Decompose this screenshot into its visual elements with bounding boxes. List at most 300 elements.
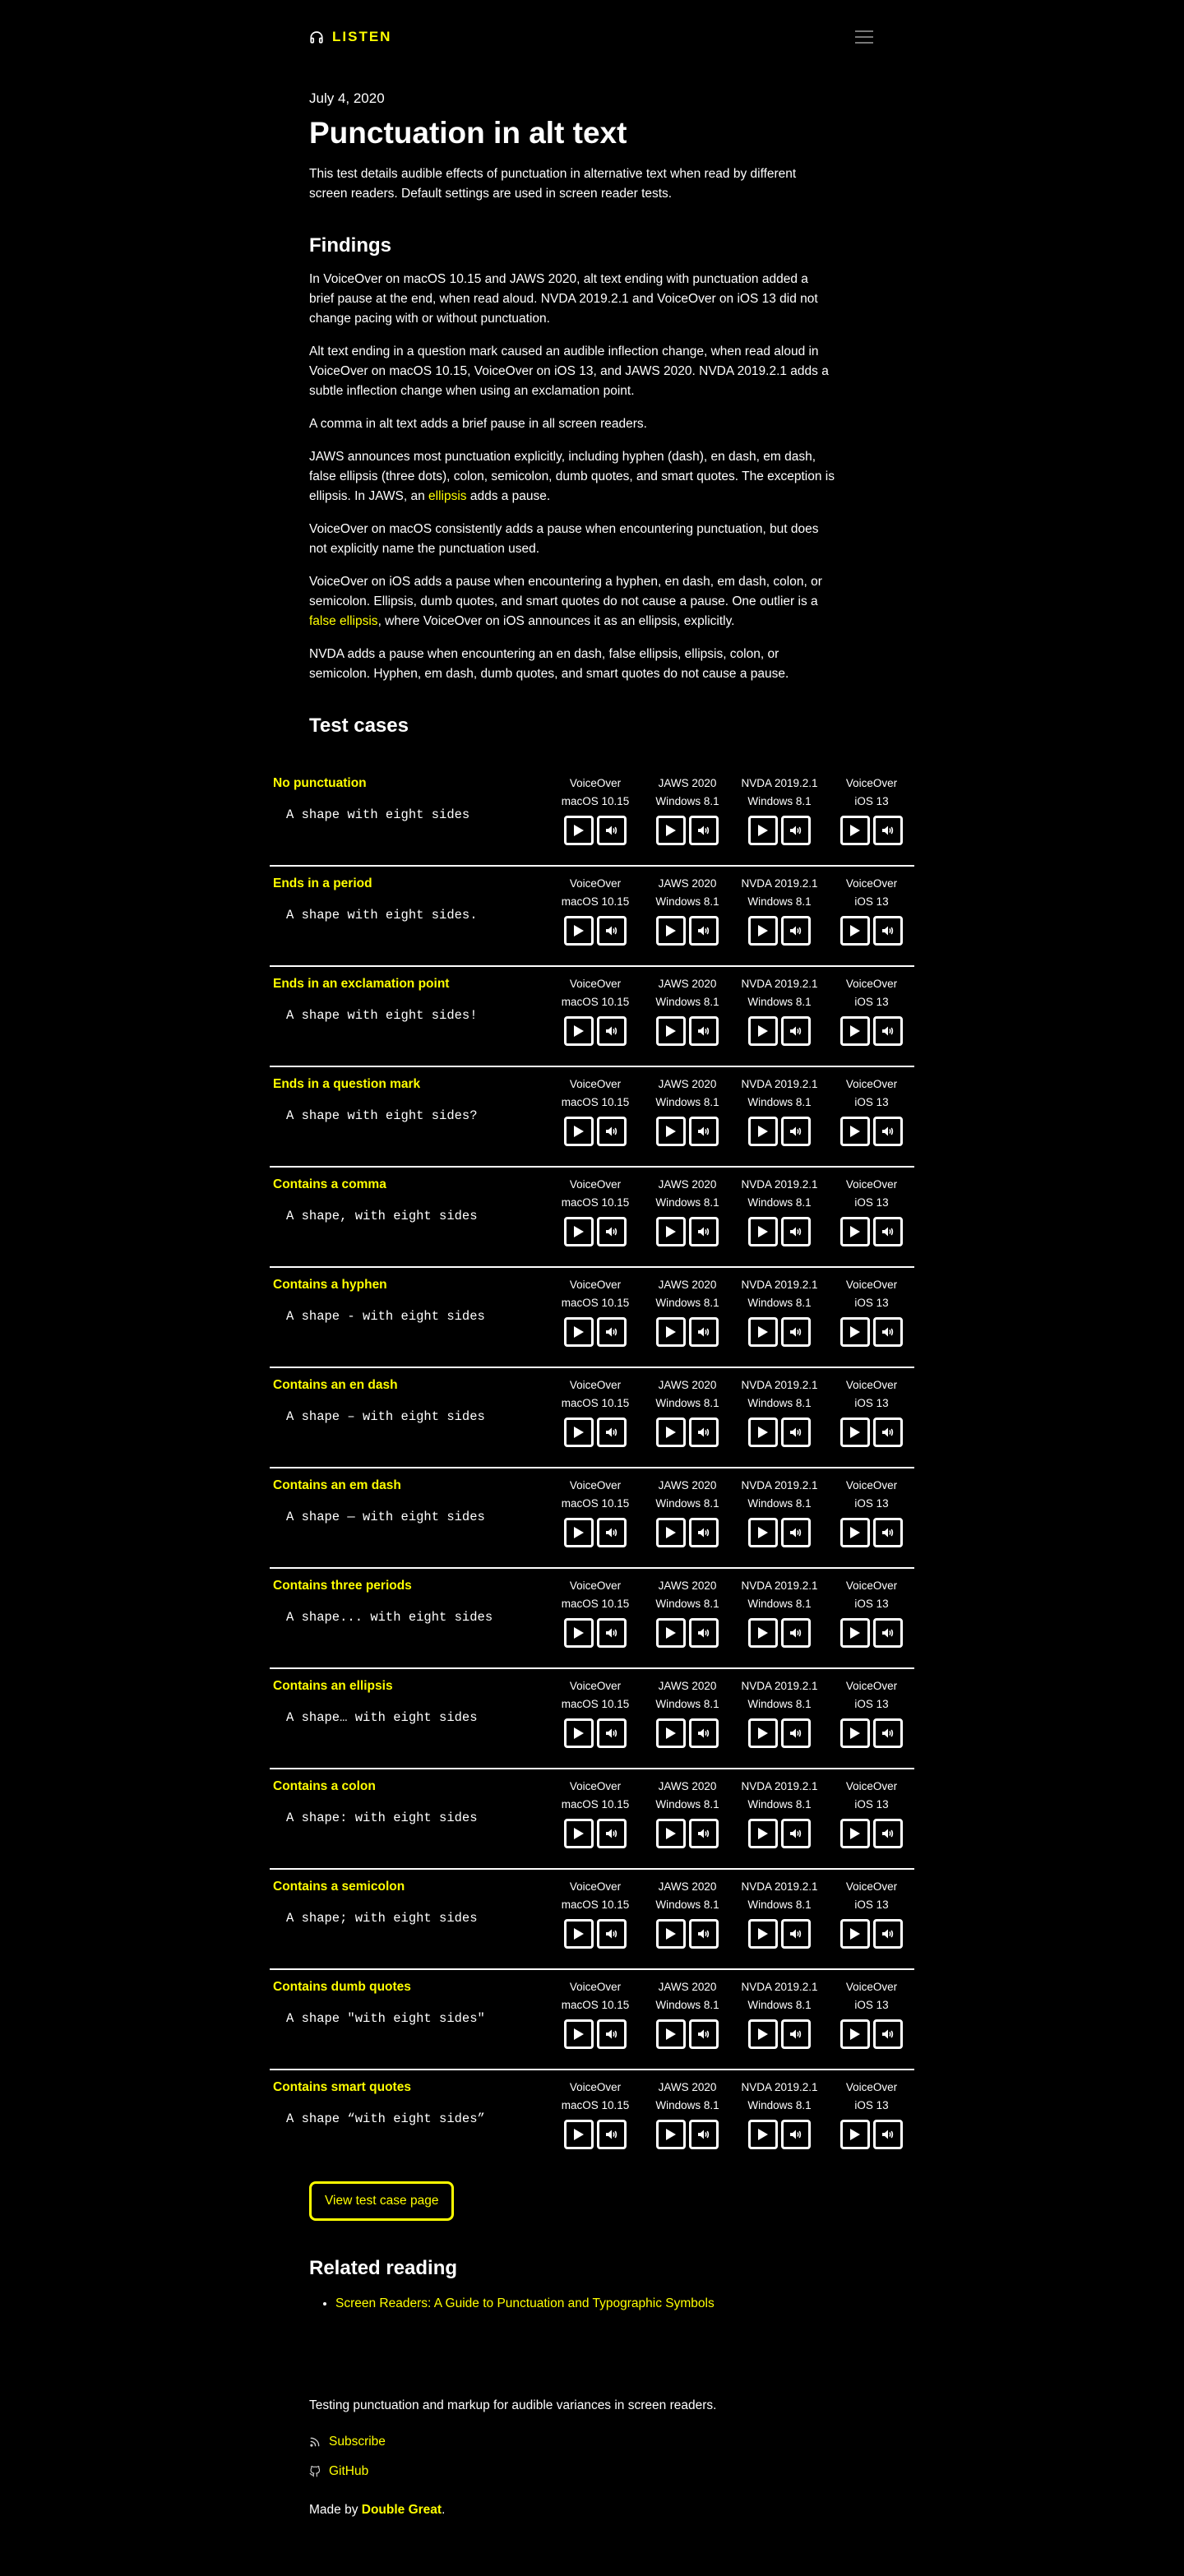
reader-name: VoiceOver [845,978,898,990]
play-button[interactable] [840,1016,870,1046]
play-icon [757,924,769,937]
play-button[interactable] [748,1117,778,1146]
speaker-icon [789,1126,802,1137]
audio-button[interactable] [873,1819,903,1848]
reader-os: iOS 13 [854,1297,889,1309]
reader-name: NVDA 2019.2.1 [741,1178,818,1191]
reader-os: Windows 8.1 [655,1196,719,1209]
audio-button[interactable] [781,1016,811,1046]
play-button[interactable] [840,1417,870,1447]
test-case-alt-text: A shape with eight sides? [286,1108,478,1123]
screen-reader-group [549,1075,918,1146]
speaker-icon [881,1025,895,1037]
play-button[interactable] [656,1317,686,1347]
audio-button[interactable] [873,1217,903,1246]
finding-paragraph [309,447,835,506]
audio-button[interactable] [781,1417,811,1447]
audio-button[interactable] [873,1016,903,1046]
speaker-icon [789,2129,802,2140]
audio-button[interactable] [689,916,719,946]
reader-name: JAWS 2020 [658,1680,717,1692]
speaker-icon [605,1928,618,1940]
speaker-icon [605,1025,618,1037]
reader-os: macOS 10.15 [561,1397,630,1409]
audio-controls [549,1919,641,1949]
play-button[interactable] [748,2120,778,2149]
audio-button[interactable] [689,1117,719,1146]
audio-controls [641,2019,733,2049]
speaker-icon [881,1928,895,1940]
audio-button[interactable] [689,1217,719,1246]
test-case-alt-text: A shape... with eight sides [286,1610,493,1625]
reader-os: macOS 10.15 [561,1598,630,1610]
screen-reader-column [549,1477,641,1547]
test-case-alt-text: A shape – with eight sides [286,1409,485,1424]
speaker-icon [605,1727,618,1739]
screen-reader-column [826,1778,918,1848]
test-case-row [270,1168,914,1268]
speaker-icon [789,1928,802,1940]
speaker-icon [697,1627,710,1639]
audio-button[interactable] [597,1016,627,1046]
reader-name: NVDA 2019.2.1 [741,2081,818,2093]
speaker-icon [789,1828,802,1839]
test-cases-heading: Test cases [309,715,409,737]
reader-os: macOS 10.15 [561,1798,630,1811]
test-case-alt-text: A shape; with eight sides [286,1911,478,1926]
audio-button[interactable] [781,1518,811,1547]
play-button[interactable] [748,1718,778,1748]
play-icon [849,1225,861,1238]
audio-button[interactable] [689,1016,719,1046]
play-button[interactable] [840,1217,870,1246]
speaker-icon [881,1126,895,1137]
play-button[interactable] [840,1919,870,1949]
audio-controls [641,916,733,946]
play-button[interactable] [748,1819,778,1848]
play-icon [849,1125,861,1138]
play-icon [757,1727,769,1740]
audio-controls [826,816,918,845]
play-button[interactable] [656,1417,686,1447]
play-button[interactable] [748,1518,778,1547]
screen-reader-group [549,875,918,946]
audio-button[interactable] [689,1919,719,1949]
audio-button[interactable] [689,1317,719,1347]
reader-name: NVDA 2019.2.1 [741,1479,818,1491]
audio-button[interactable] [689,1518,719,1547]
audio-button[interactable] [689,1718,719,1748]
play-icon [665,1626,677,1639]
screen-reader-group [549,1677,918,1748]
reader-os: iOS 13 [854,1698,889,1710]
play-button[interactable] [564,816,594,845]
play-icon [573,1325,585,1339]
play-button[interactable] [840,1117,870,1146]
test-case-row [270,867,914,967]
view-test-case-page-button[interactable]: View test case page [309,2181,454,2221]
audio-controls [733,816,826,845]
screen-reader-group [549,1276,918,1347]
audio-button[interactable] [689,1819,719,1848]
audio-controls [641,1417,733,1447]
play-button[interactable] [840,1317,870,1347]
made-by-suffix: . [442,2503,446,2517]
made-by [309,2503,835,2518]
play-icon [849,1024,861,1038]
related-link[interactable]: Screen Readers: A Guide to Punctuation and Typographic Symbols [335,2296,715,2310]
speaker-icon [697,1527,710,1538]
audio-button[interactable] [689,816,719,845]
play-button[interactable] [840,1718,870,1748]
play-icon [849,1727,861,1740]
reader-os: iOS 13 [854,1999,889,2011]
test-case-title: Contains an em dash [273,1478,401,1492]
play-button[interactable] [748,1317,778,1347]
audio-button[interactable] [873,1317,903,1347]
play-button[interactable] [656,2019,686,2049]
hamburger-menu-icon[interactable] [855,30,873,44]
reader-name: VoiceOver [569,1479,622,1491]
play-button[interactable] [840,1819,870,1848]
play-button[interactable] [656,1718,686,1748]
play-button[interactable] [748,1016,778,1046]
speaker-icon [881,925,895,937]
audio-button[interactable] [597,1518,627,1547]
reader-os: Windows 8.1 [655,1898,719,1911]
screen-reader-column [733,1878,826,1949]
speaker-icon [605,925,618,937]
audio-button[interactable] [781,2019,811,2049]
play-button[interactable] [564,1317,594,1347]
speaker-icon [697,1828,710,1839]
reader-os: iOS 13 [854,1497,889,1510]
audio-button[interactable] [873,1117,903,1146]
post-date: July 4, 2020 [309,90,385,106]
play-button[interactable] [564,1919,594,1949]
screen-reader-column [733,1978,826,2049]
audio-button[interactable] [873,1518,903,1547]
reader-name: JAWS 2020 [658,1379,717,1391]
screen-reader-column [733,2079,826,2149]
audio-controls [549,1117,641,1146]
screen-reader-column [826,1276,918,1347]
reader-name: VoiceOver [845,2081,898,2093]
play-button[interactable] [564,1217,594,1246]
play-button[interactable] [656,1217,686,1246]
subscribe-link[interactable]: Subscribe [329,2435,386,2449]
speaker-icon [789,1326,802,1338]
audio-button[interactable] [781,1919,811,1949]
play-icon [849,1927,861,1940]
speaker-icon [881,2028,895,2040]
reader-name: VoiceOver [845,877,898,890]
audio-button[interactable] [781,1217,811,1246]
audio-button[interactable] [781,1117,811,1146]
audio-controls [826,2019,918,2049]
reader-name: VoiceOver [569,1780,622,1792]
speaker-icon [789,2028,802,2040]
reader-os: Windows 8.1 [655,895,719,908]
audio-controls [733,1919,826,1949]
play-button[interactable] [564,1718,594,1748]
play-button[interactable] [840,1618,870,1648]
play-button[interactable] [564,1016,594,1046]
speaker-icon [789,1527,802,1538]
audio-button[interactable] [873,816,903,845]
reader-name: VoiceOver [569,1379,622,1391]
screen-reader-column [826,1075,918,1146]
reader-name: VoiceOver [845,1078,898,1090]
reader-os: Windows 8.1 [747,1397,812,1409]
screen-reader-column [733,1276,826,1347]
reader-os: iOS 13 [854,1598,889,1610]
double-great-link[interactable]: Double Great [361,2503,442,2517]
reader-os: Windows 8.1 [747,1196,812,1209]
screen-reader-group [549,1878,918,1949]
menu-line [855,42,873,44]
github-icon [309,2465,321,2478]
reader-name: VoiceOver [569,1880,622,1893]
screen-reader-column [549,1778,641,1848]
audio-button[interactable] [597,1618,627,1648]
reader-os: iOS 13 [854,795,889,807]
play-button[interactable] [656,1919,686,1949]
audio-controls [549,1217,641,1246]
speaker-icon [605,1627,618,1639]
play-button[interactable] [564,2120,594,2149]
audio-button[interactable] [597,1919,627,1949]
play-button[interactable] [748,2019,778,2049]
play-button[interactable] [748,1417,778,1447]
reader-name: NVDA 2019.2.1 [741,777,818,789]
screen-reader-column [641,2079,733,2149]
screen-reader-column [549,1376,641,1447]
screen-reader-column [549,1176,641,1246]
audio-button[interactable] [597,1117,627,1146]
ellipsis-link[interactable]: ellipsis [428,489,467,503]
play-icon [665,1225,677,1238]
play-icon [665,2028,677,2041]
audio-button[interactable] [781,916,811,946]
audio-controls [826,1016,918,1046]
audio-button[interactable] [873,1417,903,1447]
audio-button[interactable] [781,1718,811,1748]
screen-reader-column [826,975,918,1046]
screen-reader-column [641,1778,733,1848]
play-button[interactable] [840,916,870,946]
screen-reader-column [733,1477,826,1547]
audio-controls [733,1618,826,1648]
reader-os: iOS 13 [854,1096,889,1108]
audio-controls [549,2019,641,2049]
reader-name: NVDA 2019.2.1 [741,978,818,990]
logo-link[interactable] [309,29,391,45]
audio-button[interactable] [597,1819,627,1848]
screen-reader-column [733,975,826,1046]
audio-controls [826,2120,918,2149]
play-icon [757,2028,769,2041]
audio-button[interactable] [689,1417,719,1447]
audio-button[interactable] [873,916,903,946]
reader-os: Windows 8.1 [655,1497,719,1510]
play-button[interactable] [748,1919,778,1949]
test-case-alt-text: A shape… with eight sides [286,1710,478,1725]
speaker-icon [697,1025,710,1037]
play-button[interactable] [748,916,778,946]
screen-reader-column [826,775,918,845]
play-button[interactable] [564,2019,594,2049]
play-icon [573,1626,585,1639]
play-button[interactable] [656,1819,686,1848]
audio-button[interactable] [873,2120,903,2149]
screen-reader-column [549,1577,641,1648]
audio-controls [641,2120,733,2149]
audio-button[interactable] [873,1618,903,1648]
screen-reader-column [826,1577,918,1648]
audio-controls [733,1518,826,1547]
audio-controls [826,1417,918,1447]
screen-reader-column [733,1577,826,1648]
play-icon [665,1526,677,1539]
screen-reader-column [641,875,733,946]
play-icon [849,2128,861,2141]
play-button[interactable] [656,1117,686,1146]
play-button[interactable] [564,1819,594,1848]
play-button[interactable] [656,1618,686,1648]
play-icon [757,824,769,837]
site-header [309,25,876,49]
speaker-icon [697,925,710,937]
audio-button[interactable] [873,1718,903,1748]
play-icon [573,824,585,837]
audio-button[interactable] [597,1317,627,1347]
play-button[interactable] [564,1417,594,1447]
audio-button[interactable] [873,2019,903,2049]
play-icon [849,1526,861,1539]
reader-os: macOS 10.15 [561,1999,630,2011]
test-case-title: Contains an en dash [273,1378,398,1392]
play-icon [849,824,861,837]
screen-reader-column [549,775,641,845]
audio-button[interactable] [689,2120,719,2149]
play-button[interactable] [564,1618,594,1648]
play-button[interactable] [564,1518,594,1547]
audio-button[interactable] [597,816,627,845]
play-icon [757,1626,769,1639]
reader-name: JAWS 2020 [658,1880,717,1893]
audio-controls [549,2120,641,2149]
audio-controls [733,2019,826,2049]
audio-button[interactable] [597,2120,627,2149]
screen-reader-column [641,1376,733,1447]
audio-controls [733,1718,826,1748]
play-button[interactable] [656,1016,686,1046]
test-case-title: No punctuation [273,776,367,790]
false-ellipsis-link[interactable]: false ellipsis [309,614,378,628]
play-icon [573,1727,585,1740]
speaker-icon [605,2129,618,2140]
audio-button[interactable] [597,1417,627,1447]
finding-paragraph: In VoiceOver on macOS 10.15 and JAWS 2020, alt text ending with punctuation added a brief pause at the end, when read aloud. NVDA 2019.2.1 and VoiceOver on iOS 13 did not change pacing with or without punctuation. [309,272,818,326]
audio-button[interactable] [781,2120,811,2149]
play-icon [757,1927,769,1940]
reader-os: Windows 8.1 [747,1898,812,1911]
play-icon [849,1827,861,1840]
reader-name: JAWS 2020 [658,2081,717,2093]
reader-name: VoiceOver [845,1579,898,1592]
reader-name: VoiceOver [569,1078,622,1090]
play-button[interactable] [656,1518,686,1547]
play-icon [665,824,677,837]
audio-controls [826,1919,918,1949]
play-button[interactable] [840,2120,870,2149]
speaker-icon [697,1427,710,1438]
test-case-row [270,1970,914,2070]
audio-button[interactable] [873,1919,903,1949]
test-case-alt-text: A shape, with eight sides [286,1209,478,1223]
audio-button[interactable] [597,2019,627,2049]
play-button[interactable] [656,916,686,946]
speaker-icon [605,1427,618,1438]
play-button[interactable] [748,1217,778,1246]
reader-name: JAWS 2020 [658,1078,717,1090]
audio-button[interactable] [597,1217,627,1246]
play-button[interactable] [840,2019,870,2049]
audio-button[interactable] [781,816,811,845]
reader-name: VoiceOver [845,1178,898,1191]
audio-controls [641,1016,733,1046]
play-icon [757,1225,769,1238]
play-button[interactable] [656,2120,686,2149]
audio-controls [641,1819,733,1848]
audio-button[interactable] [781,1819,811,1848]
reader-os: Windows 8.1 [747,1096,812,1108]
reader-os: Windows 8.1 [747,1999,812,2011]
audio-button[interactable] [597,1718,627,1748]
test-cases-list [270,766,914,2171]
play-button[interactable] [564,1117,594,1146]
reader-os: macOS 10.15 [561,1497,630,1510]
screen-reader-column [641,1978,733,2049]
play-button[interactable] [840,1518,870,1547]
audio-button[interactable] [781,1618,811,1648]
audio-controls [733,1217,826,1246]
audio-button[interactable] [781,1317,811,1347]
screen-reader-column [733,1376,826,1447]
play-button[interactable] [564,916,594,946]
reader-name: NVDA 2019.2.1 [741,1780,818,1792]
speaker-icon [605,825,618,836]
play-button[interactable] [656,816,686,845]
reader-name: NVDA 2019.2.1 [741,1379,818,1391]
audio-button[interactable] [689,2019,719,2049]
github-link[interactable]: GitHub [329,2464,369,2478]
finding-paragraph: VoiceOver on macOS consistently adds a pause when encountering punctuation, but does not explicitly name the punctuation used. [309,522,819,556]
audio-button[interactable] [597,916,627,946]
audio-button[interactable] [689,1618,719,1648]
play-icon [573,1225,585,1238]
test-case-row [270,967,914,1067]
audio-controls [549,916,641,946]
audio-controls [549,1819,641,1848]
play-button[interactable] [748,1618,778,1648]
play-button[interactable] [840,816,870,845]
play-button[interactable] [748,816,778,845]
reader-os: Windows 8.1 [655,795,719,807]
reader-name: NVDA 2019.2.1 [741,1579,818,1592]
screen-reader-column [641,1075,733,1146]
